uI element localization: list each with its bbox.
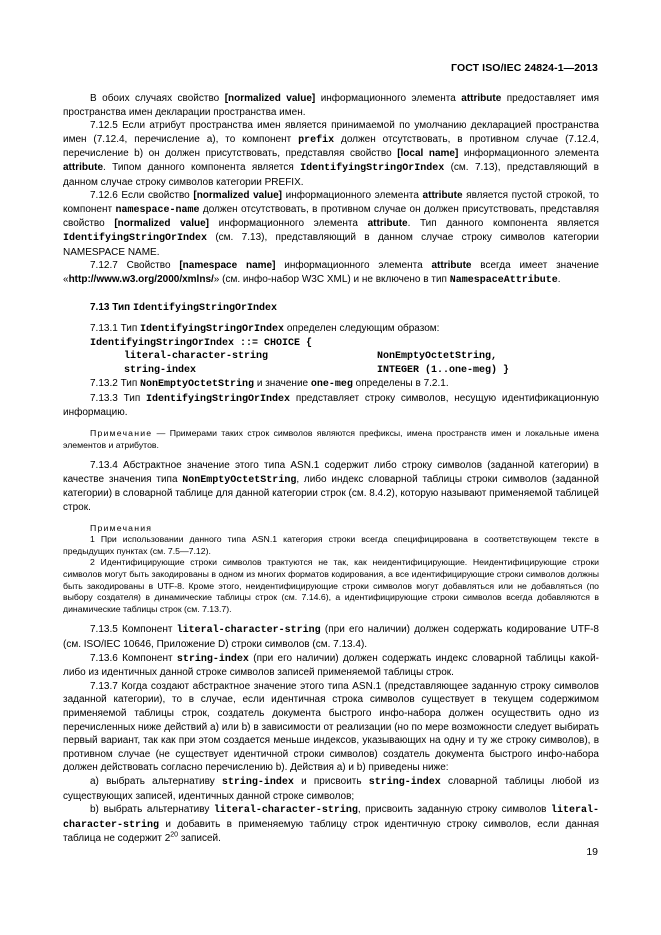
text: всегда имеет значение « [63, 260, 599, 285]
code-line: IdentifyingStringOrIndex ::= CHOICE { [90, 337, 313, 349]
text: информационного элемента [275, 260, 432, 272]
note-text [63, 428, 599, 451]
code-term: IdentifyingStringOrIndex [140, 323, 285, 335]
paragraph-7-13-6 [63, 652, 599, 680]
code-line [63, 350, 599, 364]
text: записей. [178, 833, 221, 845]
text: словарной таблицы любой из существующих записей, идентичных данной строке символов; [63, 775, 600, 802]
text: 7.12.6 Если свойство [90, 190, 194, 202]
text: [normalized value] [114, 218, 210, 230]
text: (при его наличии) должен содержать кодирование UTF-8 (см. ISO/IEC 10646, Приложение D) строки символов (см. 7.13.4). [63, 624, 599, 650]
text: и присвоить [293, 775, 369, 787]
note-item-1: 1 При использовании данного типа ASN.1 категория строки всегда специфицирована в соответствующем тексте в предыдущих пунктах (см. 7.5—7.12). [63, 534, 599, 556]
code-term: literal-character-string [63, 805, 599, 831]
list-item-a [63, 775, 599, 803]
code-cell: string-index [124, 364, 197, 376]
page-number: 19 [586, 846, 598, 858]
text: информационного элемента [209, 218, 368, 230]
text: , либо индекс словарной таблицы строки символов (заданной категории) в словарной таблице для данной категории строк (см. 8.4.2), которую называют применяемой таблицей строк. [63, 473, 599, 514]
text: должен отсутствовать, в противном случае он должен присутствовать, представляя свойство [63, 203, 599, 230]
text: предоставляет имя пространства имен декларации пространства имен. [63, 93, 599, 118]
note-item-2: 2 Идентифицирующие строки символов трактуются не так, как неидентифицирующие. Неидентифицирующие строки символов могут быть закодированы в одном из многих форматов кодирования, а все идентифицирующие строки символов должны быть закодированы в UTF-8. Кроме этого, неидентифицирующие строки символов могут добавляться или не добавляться (по выбору создателя) в динамические таблицы строк (см. 7.14.6), а идентифицирующие строки символов всегда добавляются в динамические таблицы строк (см. 7.13.7). [63, 557, 599, 614]
text: — Примерами таких строк символов являются префиксы, имена пространств имен и локальные имена элементов и атрибутов. [63, 428, 599, 450]
code-term: NonEmptyOctetString [182, 474, 297, 486]
text: а) выбрать альтернативу [90, 775, 222, 787]
code-term: NamespaceAttribute [449, 274, 558, 286]
text: должен отсутствовать, в противном случае (7.12.4, перечисление b) он должен присутствовать, представляя свойство [63, 133, 599, 160]
text: . [557, 273, 561, 285]
text: attribute [422, 190, 463, 202]
text: (см. 7.13), представляющий в данном случае строку символов категории PREFIX. [63, 161, 599, 188]
text: определены в 7.2.1. [352, 378, 449, 390]
text: » (см. инфо-набор W3C XML) и не включено в тип [213, 273, 450, 285]
code-term: IdentifyingStringOrIndex [146, 393, 291, 405]
code-term: literal-character-string [176, 625, 321, 637]
url-text: http://www.w3.org/2000/xmlns/ [68, 273, 214, 285]
text: (см. 7.13), представляющий в данном случае строку символов категории NAMESPACE NAME. [63, 231, 599, 258]
text: 7.13.1 Тип [90, 322, 141, 334]
paragraph-7-13-7: 7.13.7 Когда создают абстрактное значение этого типа ASN.1 (представляющее заданную строку символов заданной категории), то в случае, если идентичная строка символов существует в текущем содержимом применяемой таблицы строк, создатель документа быстрого инфо-набора должен осуществить одно из перечисленных ниже действий а) или b) в зависимости от реализации (но по мере возможности следует выбирать первый вариант, так как при этом создается меньше индексов, указывающих на одну и ту же строку символов), в противном случае (не существует идентичной строки символов) создатель документа быстрого инфо-набора должен действовать согласно перечислению b). Действия а) и b) приведены ниже: [63, 680, 599, 774]
text: attribute [367, 218, 408, 230]
paragraph-7-13-1 [63, 322, 599, 337]
code-cell: INTEGER (1..one-meg) } [377, 364, 510, 376]
note-block [63, 428, 599, 451]
code-cell: NonEmptyOctetString, [377, 351, 498, 363]
text: 7.12.5 Если атрибут пространства имен является принимаемой по умолчанию декларацией пространства имен (7.12.4, перечисление а), то компонент [63, 120, 599, 145]
code-line [63, 364, 599, 378]
text: является пустой строкой, то компонент [63, 190, 599, 215]
paragraph-7-13-2 [63, 377, 599, 392]
section-heading-7-13 [63, 301, 599, 316]
paragraph-7-13-5 [63, 623, 599, 651]
notes-label [63, 523, 599, 535]
text: [local name] [397, 148, 459, 160]
paragraph-7-13-4 [63, 459, 599, 514]
text: attribute [461, 93, 502, 104]
text: информационного элемента [315, 93, 462, 104]
section-number: 7.13 Тип [90, 302, 133, 314]
text: 7.13.5 Компонент [90, 624, 177, 636]
text: b) выбрать альтернативу [90, 804, 214, 816]
text: , присвоить заданную строку символов [357, 804, 551, 816]
text: attribute [63, 161, 103, 173]
text: информационного элемента [458, 148, 599, 160]
text: [normalized value] [224, 93, 316, 104]
code-term: namespace-name [115, 204, 200, 216]
text: (при его наличии) должен содержать индекс словарной таблицы какой-либо из идентичных данной строке символов записей применяемой таблицы строк. [63, 652, 599, 679]
code-term: one-meg [310, 379, 353, 391]
paragraph-7-12-6 [63, 189, 599, 259]
superscript: 20 [170, 831, 179, 839]
text: В обоих случаях свойство [90, 93, 225, 104]
code-term: string-index [368, 776, 441, 788]
code-term: IdentifyingStringOrIndex [300, 162, 445, 174]
text: [namespace name] [179, 260, 276, 272]
text: [normalized value] [193, 190, 283, 202]
text: 7.12.7 Свойство [90, 260, 180, 272]
text: . Типом данного компонента является [103, 161, 301, 173]
code-term: NonEmptyOctetString [140, 379, 255, 391]
text: 7.13.3 Тип [90, 392, 147, 404]
paragraph-7-12-5 [63, 119, 599, 189]
code-term: literal-character-string [213, 805, 358, 817]
paragraph [63, 92, 599, 119]
paragraph-7-12-7 [63, 259, 599, 287]
page-header: ГОСТ ISO/IEC 24824-1—2013 [451, 62, 598, 74]
code-term: IdentifyingStringOrIndex [132, 303, 277, 315]
code-term: string-index [176, 653, 249, 665]
text: 7.13.4 Абстрактное значение этого типа ASN.1 содержит либо строку символов (заданной категории) в качестве значения типа [63, 460, 599, 485]
text: 7.13.2 Тип [90, 378, 141, 390]
asn1-definition [63, 337, 599, 378]
list-item-b [63, 803, 599, 846]
text: attribute [431, 260, 472, 272]
code-term: prefix [298, 134, 335, 146]
code-cell: literal-character-string [124, 351, 269, 363]
text: 7.13.6 Компонент [90, 652, 177, 664]
notes-block [63, 523, 599, 616]
page-content [63, 92, 599, 846]
text: и добавить в применяемую таблицу строк идентичную строку символов, если данная таблица не содержит 2 [63, 818, 599, 845]
code-term: IdentifyingStringOrIndex [63, 232, 208, 244]
text: . Тип данного компонента является [407, 218, 600, 230]
text: и значение [254, 378, 311, 390]
note-label: Примечание [90, 428, 153, 439]
text: представляет строку символов, несущую идентификационную информацию. [63, 392, 599, 419]
text: определен следующим образом: [284, 322, 440, 334]
text: Примечания [90, 522, 153, 533]
text: информационного элемента [282, 190, 423, 202]
paragraph-7-13-3 [63, 392, 599, 420]
code-term: string-index [221, 776, 294, 788]
